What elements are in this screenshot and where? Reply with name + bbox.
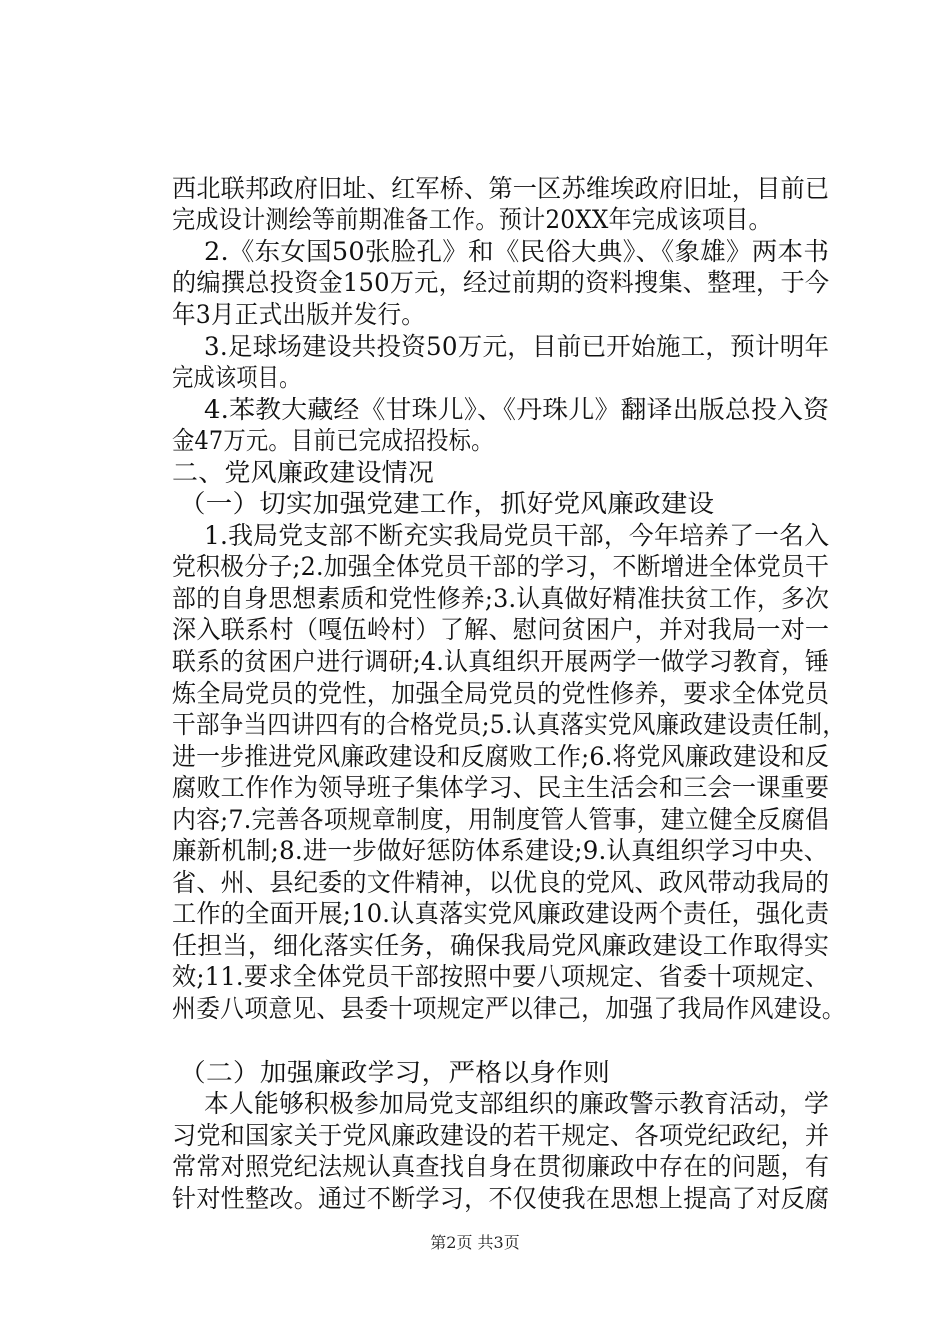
text-line: 工作的全面开展;10.认真落实党风廉政建设两个责任，强化责	[172, 899, 830, 928]
text-line: 4.苯教大藏经《甘珠儿》、《丹珠儿》翻译出版总投入资	[204, 395, 830, 424]
page-footer: 第2页 共3页	[430, 1233, 520, 1252]
text-line: （一）切实加强党建工作，抓好党风廉政建设	[179, 489, 715, 518]
text-line: 完成该项目。	[172, 363, 301, 392]
text-line: 2.《东女国50张脸孔》和《民俗大典》、《象雄》两本书	[204, 237, 830, 266]
text-line: 3.足球场建设共投资50万元，目前已开始施工，预计明年	[204, 332, 830, 361]
text-line: 金47万元。目前已完成招投标。	[172, 426, 494, 455]
text-line: 效;11.要求全体党员干部按照中要八项规定、省委十项规定、	[172, 962, 830, 991]
text-line: 腐败工作作为领导班子集体学习、民主生活会和三会一课重要	[172, 773, 830, 802]
text-line: 省、州、县纪委的文件精神，以优良的党风、政风带动我局的	[172, 868, 830, 897]
text-line: 本人能够积极参加局党支部组织的廉政警示教育活动，学	[204, 1089, 829, 1118]
text-line: 任担当，细化落实任务，确保我局党风廉政建设工作取得实	[172, 931, 830, 960]
text-line: 党积极分子;2.加强全体党员干部的学习，不断增进全体党员干	[172, 552, 830, 581]
text-line: 年3月正式出版并发行。	[172, 300, 426, 329]
text-line: 干部争当四讲四有的合格党员;5.认真落实党风廉政建设责任制，	[172, 710, 847, 739]
text-line: 廉新机制;8.进一步做好惩防体系建设;9.认真组织学习中央、	[172, 836, 829, 865]
text-line: 1.我局党支部不断充实我局党员干部，今年培养了一名入	[204, 521, 830, 550]
text-line: 二、党风廉政建设情况	[172, 458, 435, 487]
text-line: 炼全局党员的党性，加强全局党员的党性修养，要求全体党员	[172, 679, 830, 708]
text-line: 进一步推进党风廉政建设和反腐败工作;6.将党风廉政建设和反	[172, 742, 830, 771]
text-line: 州委八项意见、县委十项规定严以律己，加强了我局作风建设。	[172, 994, 846, 1023]
text-line: 常常对照党纪法规认真查找自身在贯彻廉政中存在的问题，有	[172, 1152, 830, 1181]
text-line: 完成设计测绘等前期准备工作。预计20XX年完成该项目。	[172, 205, 772, 234]
text-line: 习党和国家关于党风廉政建设的若干规定、各项党纪政纪，并	[172, 1121, 830, 1150]
text-line: 深入联系村（嘎伍岭村）了解、慰问贫困户，并对我局一对一	[172, 615, 830, 644]
text-line: 部的自身思想素质和党性修养;3.认真做好精准扶贫工作，多次	[172, 584, 830, 613]
text-line: 针对性整改。通过不断学习，不仅使我在思想上提高了对反腐	[172, 1184, 830, 1213]
text-line: 的编撰总投资金150万元，经过前期的资料搜集、整理，于今	[172, 268, 830, 297]
text-line: 联系的贫困户进行调研;4.认真组织开展两学一做学习教育，锤	[172, 647, 830, 676]
text-line: 西北联邦政府旧址、红军桥、第一区苏维埃政府旧址，目前已	[172, 174, 830, 203]
text-line: （二）加强廉政学习，严格以身作则	[179, 1058, 611, 1087]
text-line: 内容;7.完善各项规章制度，用制度管人管事，建立健全反腐倡	[172, 805, 830, 834]
